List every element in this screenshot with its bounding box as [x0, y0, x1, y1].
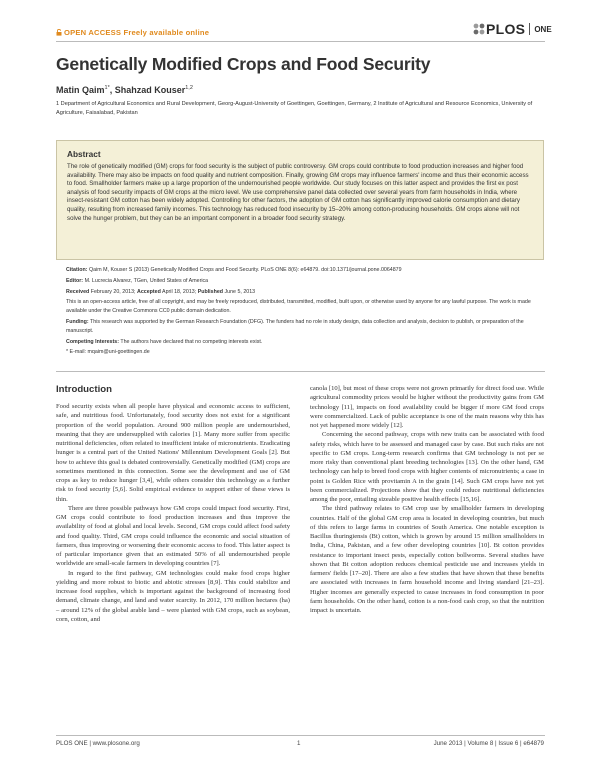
right-column [310, 384, 544, 615]
copyright-row: This is an open-access article, free of all copyright, and may be freely reproduced, distributed, transmitted, modified, built upon, or otherwise used by anyone for any lawful purpose. The work is made available under the Creative Commons CC0 public domain dedication. [66, 299, 531, 315]
abstract-text: The role of genetically modified (GM) crops for food security is the subject of public controversy. GM crops could contribute to food production increases and higher food availability. There may also be impacts on food quality and nutrient composition. Finally, growing GM crops may influence farmers' income and thus their economic access to food. Smallholder farmers make up a large proportion of the undernourished people worldwide. Our study focuses on this latter aspect and provides the first ex post analysis of food security impacts of GM crops at the micro level. We use comprehensive panel data collected over several years from farm households in India, where insect-resistant GM cotton has been widely adopted. Controlling for other factors, the adoption of GM cotton has significantly improved calorie consumption and dietary quality, resulting from increased family incomes. This technology has reduced food insecurity by 15–20% among cotton-producing households. GM crops alone will not solve the hunger problem, but they can be an important component in a broader food security strategy. [67, 163, 529, 222]
open-access-banner [56, 28, 209, 37]
footer-issue: June 2013 | Volume 8 | Issue 6 | e64879 [433, 740, 544, 747]
editor-row [66, 277, 544, 286]
published-date: June 5, 2013 [224, 288, 256, 295]
competing-text: The authors have declared that no competing interests exist. [120, 338, 263, 345]
left-column [56, 402, 290, 624]
editor-label: Editor: [66, 277, 84, 284]
paragraph: In regard to the first pathway, GM technologies could make food crops higher yielding and more robust to biotic and abiotic stresses [8,9]. This could stabilize and increase food supplies, which is important against the background of increasing food demand, climate change, and land and water scarcity. In 2012, 170 million hectares (ha) – around 12% of the global arable land – were planted with GM crops, such as soybean, corn, cotton, and [56, 569, 290, 623]
abstract-box [56, 140, 544, 260]
paragraph: Concerning the second pathway, crops with new traits can be associated with food safety risks, which have to be assessed and managed case by case. But such risks are not specific to GM crops. Long-term research confirms that GM technology is not per se more risky than conventional plant breeding technologies [13]. On the other hand, GM technology can help to breed food crops with higher contents of micronutrients; a case in point is Golden Rice with provitamin A in the grain [14]. Such GM crops have not yet been commercialized. Projections show that they could reduce nutritional deficiencies among the poor, entailing sizeable positive health effects [15,16]. [310, 431, 544, 503]
paragraph: Food security exists when all people have physical and economic access to sufficient, safe, and nutritious food. Unfortunately, food security does not exist for a significant proportion of the world population. Around 900 million people are undernourished, meaning that they are undersupplied with calories [1]. Many more suffer from specific nutritional deficiencies, often related to insufficient intake of micronutrients. Eradicating hunger is a central part of the United Nations' Millennium Development Goals [2]. But how to achieve this goal is debated controversially. Genetically modified (GM) crops are sometimes mentioned in this connection. Some see the development and use of GM crops as key to reduce hunger [3,4], while others consider this technology as a further risk to food security [5,6]. Solid empirical evidence to support either of these views is thin. [56, 403, 290, 503]
metadata-divider [56, 371, 545, 372]
author-marks: 1,2 [185, 85, 193, 91]
author-name: Shahzad Kouser [114, 85, 186, 95]
footer-journal: PLOS ONE | www.plosone.org [56, 740, 140, 747]
header-divider [56, 41, 545, 42]
logo-divider [529, 23, 530, 35]
editor-text: M. Lucrecia Alvarez, TGen, United States of America [84, 277, 209, 284]
author-list: Matin Qaim$^{1*}$, Shahzad Kouser$^{1,2}$ [56, 85, 193, 95]
logo-suffix: ONE [534, 24, 552, 34]
logo-word: PLOS [486, 21, 526, 37]
affiliations: 1 Department of Agricultural Economics and Rural Development, Georg-August-University of Goettingen, Goettingen, Germany, 2 Institute of Agricultural and Resource Economics, University of Agriculture, Faisalabad, Pakistan [56, 101, 533, 116]
received-date: February 20, 2013; [90, 288, 136, 295]
abstract-heading: Abstract [67, 149, 101, 159]
article-metadata [66, 266, 544, 359]
author-marks: 1* [104, 85, 110, 91]
paragraph: The third pathway relates to GM crop use by smallholder farmers in developing countries. Half of the global GM crop area is located in developing countries, but much of this refers to large farms in countries of South America. One notable exception is Bacillus thuringiensis (Bt) cotton, which is grown by around 15 million smallholders in India, China, Pakistan, and a few other developing countries [10]. Bt cotton provides resistance to important insect pests, especially cotton bollworms. Several studies have shown that Bt cotton adoption reduces chemical pesticide use and increases yields in farmers' fields [17–20]. There are also a few studies that have shown that these benefits are associated with increases in farm household income and living standard [21–23]. Higher incomes are generally expected to cause increases in food consumption in poor farm households. On the other hand, cotton is a non-food cash crop, so that the nutrition impact is uncertain. [310, 505, 544, 614]
funding-label: Funding: [66, 318, 89, 325]
paragraph: canola [10], but most of these crops were not grown primarily for direct food use. While agricultural commodity prices would be higher without the productivity gains from GM technology [11], impacts on food availability could be bigger if more GM food crops were commercialized. Lack of public acceptance is one of the main reasons why this has not yet happened more widely [12]. [310, 385, 544, 429]
article-title: Genetically Modified Crops and Food Security [56, 54, 431, 74]
competing-label: Competing Interests: [66, 338, 119, 345]
citation-row [66, 266, 544, 275]
author-name: Matin Qaim [56, 85, 105, 95]
open-access-text: OPEN ACCESS Freely available online [64, 28, 210, 37]
funding-row [66, 318, 544, 336]
journal-logo [472, 21, 552, 37]
received-label: Received [66, 288, 90, 295]
footer-divider [56, 735, 545, 736]
email-row: * E-mail: mqaim@uni-goettingen.de [66, 349, 150, 356]
page-number: 1 [297, 740, 301, 747]
section-heading: Introduction [56, 384, 112, 395]
citation-label: Citation: [66, 267, 88, 273]
paragraph: There are three possible pathways how GM crops could impact food security. First, GM crops could contribute to food production increases and thus improve the availability of food at global and local levels. Second, GM crops could affect food safety and food quality. Third, GM crops could influence the economic and social situation of farmers, thus improving or worsening their economic access to food. This latter aspect is of particular importance given that an estimated 50% of all undernourished people worldwide are small-scale farmers in developing countries [7]. [56, 504, 290, 568]
dates-row [66, 288, 544, 297]
plos-logo-icon [472, 22, 486, 36]
citation-text: Qaim M, Kouser S (2013) Genetically Modified Crops and Food Security. PLoS ONE 8(6): e64879. doi:10.1371/journal.pone.0064879 [88, 267, 402, 273]
published-label: Published [197, 288, 223, 295]
accepted-label: Accepted [137, 288, 161, 295]
funding-text: This research was supported by the German Research Foundation (DFG). The funders had no role in study design, data collection and analysis, decision to publish, or preparation of the manuscript. [66, 318, 524, 334]
accepted-date: April 18, 2013; [162, 288, 197, 295]
open-lock-icon [56, 29, 62, 36]
competing-interests-row [66, 338, 544, 347]
